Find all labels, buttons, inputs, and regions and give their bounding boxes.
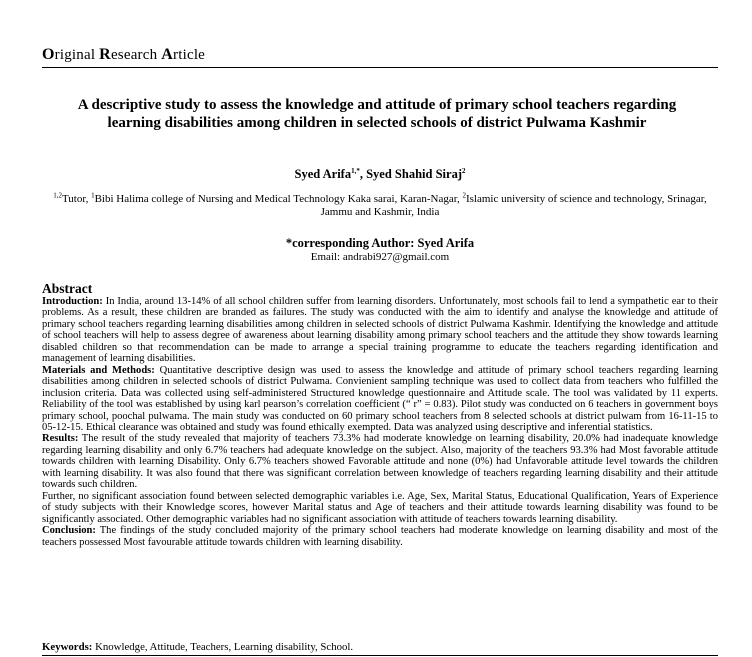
author-email[interactable]: Email: andrabi927@gmail.com — [310, 251, 450, 263]
paper-title: A descriptive study to assess the knowledge and attitude of primary school teachers regarding learning disabilities among children in selected schools of district Pulwama Kashmir — [77, 97, 677, 131]
author-superscript: 2 — [461, 166, 466, 175]
article-type-initial: R — [99, 46, 111, 63]
article-type-initial: A — [161, 46, 174, 63]
affiliation — [42, 193, 718, 219]
article-type-word: riginal — [54, 47, 100, 63]
article-type-initial: O — [42, 46, 55, 63]
keywords-text: Knowledge, Attitude, Teachers, Learning disability, School. — [92, 641, 354, 653]
section-text: In India, around 13-14% of all school children suffer from learning disorders. Unfortunately, most schools fail to lend a sympathetic ear to their problems. As a result, these children are branded as failures. The study was conducted with the aim to identify and analyse the knowledge and attitude of primary school teachers regarding learning disabilities among children in selected schools of district Pulwama Kashmir. Identifying the knowledge and attitude of school teachers will help to assess degree of awareness about learning disability among primary school teachers and the attitude they show towards learning disabled children so that recommendation can be made to arrange a special training programme to educate the teachers regarding identification and management of learning disabilities. — [42, 296, 718, 365]
article-type-word: esearch — [110, 47, 162, 63]
affiliation-superscript: 1 — [91, 191, 95, 200]
affiliation-text: Islamic university of science and technology, Srinagar, Jammu and Kashmir, India — [320, 193, 707, 218]
section-label: Conclusion: — [42, 525, 96, 537]
keywords-label: Keywords: — [42, 641, 93, 653]
affiliation-superscript: 2 — [462, 191, 466, 200]
section-text: The result of the study revealed that majority of teachers 73.3% had moderate knowledge on learning disability, 20.0% had inadequate knowledge regarding learning disability and only 6.7% teachers had adequate knowledge on the subject. Also, majority of the teachers 93.3% had Most favorable attitude towards children with learning Disability. Only 6.7% teachers showed Favorable attitude and none (0%) had Unfavorable attitude level towards the children with learning disability. It was also found that there was significant correlation between knowledge of teachers regarding learning disability and their attitude towards such children. — [42, 433, 718, 491]
abstract-paragraph-further — [42, 491, 718, 525]
abstract-paragraph-results — [42, 433, 718, 490]
affiliation-text: Tutor, — [61, 193, 92, 205]
affiliation-superscript: 1,2 — [53, 191, 62, 200]
abstract-section — [42, 282, 718, 548]
corresponding-author: *corresponding Author: Syed Arifa — [285, 236, 475, 250]
abstract-paragraph-conclusion — [42, 525, 718, 548]
abstract-paragraph-methods — [42, 365, 718, 434]
abstract-heading: Abstract — [42, 281, 93, 296]
section-label: Introduction: — [42, 296, 103, 307]
section-label: Materials and Methods: — [42, 364, 155, 376]
section-text: Quantitative descriptive design was used to assess the knowledge and attitude of primary school teachers regarding learning disabilities among children in selected schools of district Pulwama. Convienient sampling technique was used to collect data from teachers who fulfilled the inclusion criteria. Data was collected using self-administered Structured knowledge questionnaire and Attitude scale. The tool was validated by 11 experts. Reliability of the tool was established by using karl pearson’s correlation coefficient (“ r” = 0.83). Pilot study was conducted on 6 teachers in government boys primary school, poochal pulwama. The main study was conducted on 60 primary school teachers from 8 selected schools at district pulwam from 16-11-15 to 05-12-15. Ethical clearance was obtained and study was found ethically exempted. Data was analyzed using descriptive and inferential statistics. — [42, 364, 718, 433]
abstract-paragraph-introduction — [42, 296, 718, 365]
section-label: Results: — [42, 433, 79, 445]
footer-divider — [42, 655, 718, 656]
article-type-heading — [42, 46, 718, 64]
header-divider — [42, 67, 718, 68]
author-name: Syed Shahid Siraj — [366, 167, 462, 181]
author-line — [42, 166, 718, 182]
keywords-line — [42, 641, 718, 654]
section-text: The findings of the study concluded majority of the primary school teachers had moderate knowledge on learning disability and most of the teachers possessed Most favourable attitude towards children with learning disability. — [42, 525, 718, 548]
section-text: Further, no significant association found between selected demographic variables i.e. Age, Sex, Marital Status, Educational Qualification, Years of Experience of study subjects with their Knowledge scores, however Marital status and Age of teachers and their attitude towards learning disability was found to be significantly associated. Other demographic variables had no significant association with attitude of teachers towards learning disability. — [42, 490, 718, 525]
abstract-body — [42, 296, 718, 548]
affiliation-text: Bibi Halima college of Nursing and Medical Technology Kaka sarai, Karan-Nagar, — [94, 193, 463, 205]
author-separator: , — [359, 167, 367, 181]
author-name: Syed Arifa — [294, 167, 352, 181]
article-type-word: rticle — [173, 47, 206, 63]
author-superscript: 1,* — [351, 166, 360, 175]
